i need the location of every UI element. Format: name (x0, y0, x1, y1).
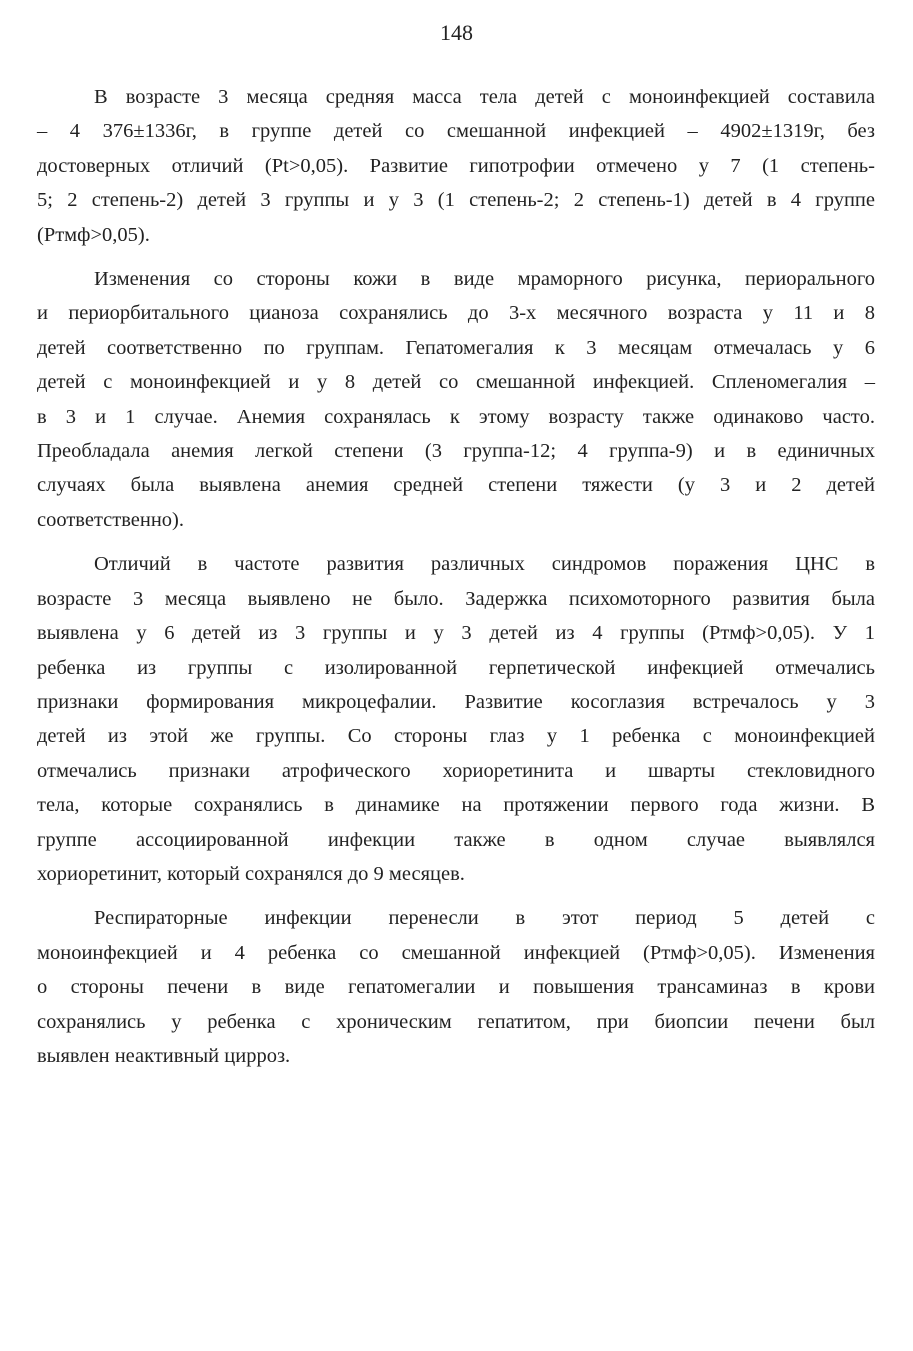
text-line: и периорбитального цианоза сохранялись до 3-х месячного возраста у 11 и 8 (37, 302, 875, 325)
text-line: Респираторные инфекции перенесли в этот период 5 детей с (94, 907, 875, 930)
paragraph-3 (37, 547, 875, 891)
text-line: ребенка из группы с изолированной герпетической инфекцией отмечались (37, 656, 875, 679)
text-line: отмечались признаки атрофического хориоретинита и шварты стекловидного (37, 759, 875, 782)
text-line: сохранялись у ребенка с хроническим гепатитом, при биопсии печени был (37, 1010, 875, 1033)
text-line: возрасте 3 месяца выявлено не было. Задержка психомоторного развития была (37, 587, 875, 610)
text-line: детей с моноинфекцией и у 8 детей со смешанной инфекцией. Спленомегалия – (37, 371, 875, 394)
text-line: (Ртмф>0,05). (37, 223, 150, 246)
paragraph-2 (37, 262, 875, 537)
text-line: достоверных отличий (Pt>0,05). Развитие гипотрофии отмечено у 7 (1 степень- (37, 154, 875, 177)
text-line: детей соответственно по группам. Гепатомегалия к 3 месяцам отмечалась у 6 (37, 336, 875, 359)
text-line: случаях была выявлена анемия средней степени тяжести (у 3 и 2 детей (37, 474, 875, 497)
text-line: признаки формирования микроцефалии. Развитие косоглазия встречалось у 3 (37, 690, 875, 713)
paragraph-4 (37, 901, 875, 1073)
text-line: соответственно). (37, 508, 185, 531)
paragraph-1 (37, 80, 875, 252)
text-line: в 3 и 1 случае. Анемия сохранялась к этому возрасту также одинаково часто. (37, 405, 875, 428)
text-line: выявлена у 6 детей из 3 группы и у 3 детей из 4 группы (Ртмф>0,05). У 1 (37, 622, 875, 645)
text-line: выявлен неактивный цирроз. (37, 1044, 291, 1067)
text-line: – 4 376±1336г, в группе детей со смешанной инфекцией – 4902±1319г, без (37, 120, 875, 143)
text-line: о стороны печени в виде гепатомегалии и повышения трансаминаз в крови (37, 976, 875, 999)
text-line: группе ассоциированной инфекции также в одном случае выявлялся (37, 828, 875, 851)
text-line: хориоретинит, который сохранялся до 9 месяцев. (37, 862, 465, 885)
body-text (37, 80, 875, 1083)
text-line: В возрасте 3 месяца средняя масса тела детей с моноинфекцией составила (94, 86, 875, 108)
text-line: Изменения со стороны кожи в виде мраморного рисунка, периорального (94, 268, 875, 291)
text-line: 5; 2 степень-2) детей 3 группы и у 3 (1 степень-2; 2 степень-1) детей в 4 группе (37, 189, 875, 212)
text-line: Отличий в частоте развития различных синдромов поражения ЦНС в (94, 553, 875, 576)
page-number: 148 (440, 20, 473, 45)
text-line: Преобладала анемия легкой степени (3 группа-12; 4 группа-9) и в единичных (37, 440, 875, 463)
text-line: моноинфекцией и 4 ребенка со смешанной инфекцией (Ртмф>0,05). Изменения (37, 941, 875, 964)
text-line: тела, которые сохранялись в динамике на протяжении первого года жизни. В (37, 794, 875, 817)
text-line: детей из этой же группы. Со стороны глаз у 1 ребенка с моноинфекцией (37, 725, 875, 748)
